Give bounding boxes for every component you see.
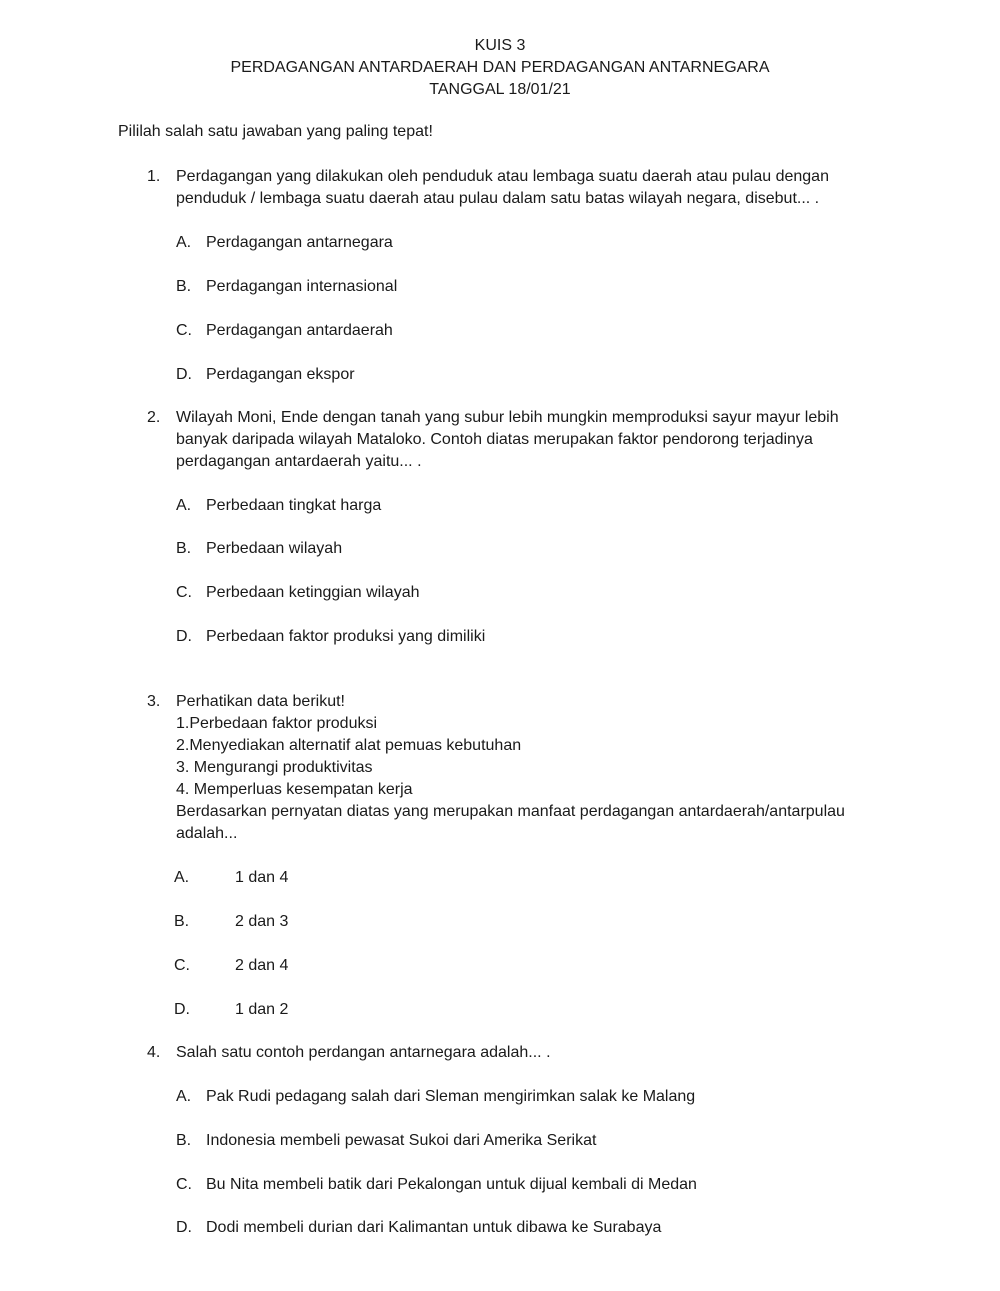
question-text: perdagangan antardaerah yaitu... .: [176, 453, 422, 470]
option-letter: C.: [174, 957, 190, 974]
instruction: Pililah salah satu jawaban yang paling tepat!: [118, 123, 433, 140]
option-text: Perdagangan antarnegara: [206, 234, 393, 251]
option-letter: A.: [174, 869, 190, 886]
option-letter: C.: [176, 1176, 192, 1193]
option-letter: B.: [176, 540, 192, 557]
option-letter: D.: [176, 628, 192, 645]
option-letter: A.: [176, 1088, 192, 1105]
option-text: Perbedaan faktor produksi yang dimiliki: [206, 628, 486, 645]
quiz-title: KUIS 3: [474, 37, 526, 54]
question-text: Berdasarkan pernyatan diatas yang merupakan manfaat perdagangan antardaerah/antarpulau: [176, 803, 845, 820]
option-letter: D.: [174, 1001, 190, 1018]
option-text: Perdagangan antardaerah: [206, 322, 393, 339]
question-text: 2.Menyediakan alternatif alat pemuas kebutuhan: [176, 737, 522, 754]
option-text: Indonesia membeli pewasat Sukoi dari Amerika Serikat: [206, 1132, 597, 1149]
option-letter: B.: [176, 1132, 192, 1149]
question-text: adalah...: [176, 825, 238, 842]
question-number: 3.: [147, 693, 161, 710]
question-text: Wilayah Moni, Ende dengan tanah yang subur lebih mungkin memproduksi sayur mayur lebih: [176, 409, 839, 426]
option-text: Pak Rudi pedagang salah dari Sleman mengirimkan salak ke Malang: [206, 1088, 696, 1105]
question-text: Perhatikan data berikut!: [176, 693, 345, 710]
option-letter: A.: [176, 234, 192, 251]
question-text: 3. Mengurangi produktivitas: [176, 759, 373, 776]
option-letter: D.: [176, 366, 192, 383]
option-text: Perdagangan ekspor: [206, 366, 355, 383]
question-text: Perdagangan yang dilakukan oleh penduduk atau lembaga suatu daerah atau pulau dengan: [176, 168, 829, 185]
option-text: 2 dan 4: [235, 957, 289, 974]
option-text: Dodi membeli durian dari Kalimantan untuk dibawa ke Surabaya: [206, 1219, 662, 1236]
question-number: 2.: [147, 409, 161, 426]
question-number: 1.: [147, 168, 161, 185]
question-number: 4.: [147, 1044, 161, 1061]
option-text: 1 dan 4: [235, 869, 289, 886]
option-text: 2 dan 3: [235, 913, 289, 930]
option-letter: D.: [176, 1219, 192, 1236]
option-letter: B.: [174, 913, 190, 930]
option-letter: C.: [176, 584, 192, 601]
option-letter: C.: [176, 322, 192, 339]
question-text: penduduk / lembaga suatu daerah atau pulau dalam satu batas wilayah negara, disebut... .: [176, 190, 820, 207]
option-text: Bu Nita membeli batik dari Pekalongan untuk dijual kembali di Medan: [206, 1176, 697, 1193]
option-text: 1 dan 2: [235, 1001, 289, 1018]
quiz-date: TANGGAL 18/01/21: [429, 81, 571, 98]
option-text: Perdagangan internasional: [206, 278, 398, 295]
option-letter: B.: [176, 278, 192, 295]
question-text: banyak daripada wilayah Mataloko. Contoh diatas merupakan faktor pendorong terjadinya: [176, 431, 813, 448]
option-text: Perbedaan wilayah: [206, 540, 343, 557]
question-text: 4. Memperluas kesempatan kerja: [176, 781, 413, 798]
option-text: Perbedaan tingkat harga: [206, 497, 382, 514]
quiz-subtitle: PERDAGANGAN ANTARDAERAH DAN PERDAGANGAN ANTARNEGARA: [230, 59, 770, 76]
option-text: Perbedaan ketinggian wilayah: [206, 584, 420, 601]
question-text: 1.Perbedaan faktor produksi: [176, 715, 378, 732]
option-letter: A.: [176, 497, 192, 514]
question-text: Salah satu contoh perdangan antarnegara adalah... .: [176, 1044, 551, 1061]
